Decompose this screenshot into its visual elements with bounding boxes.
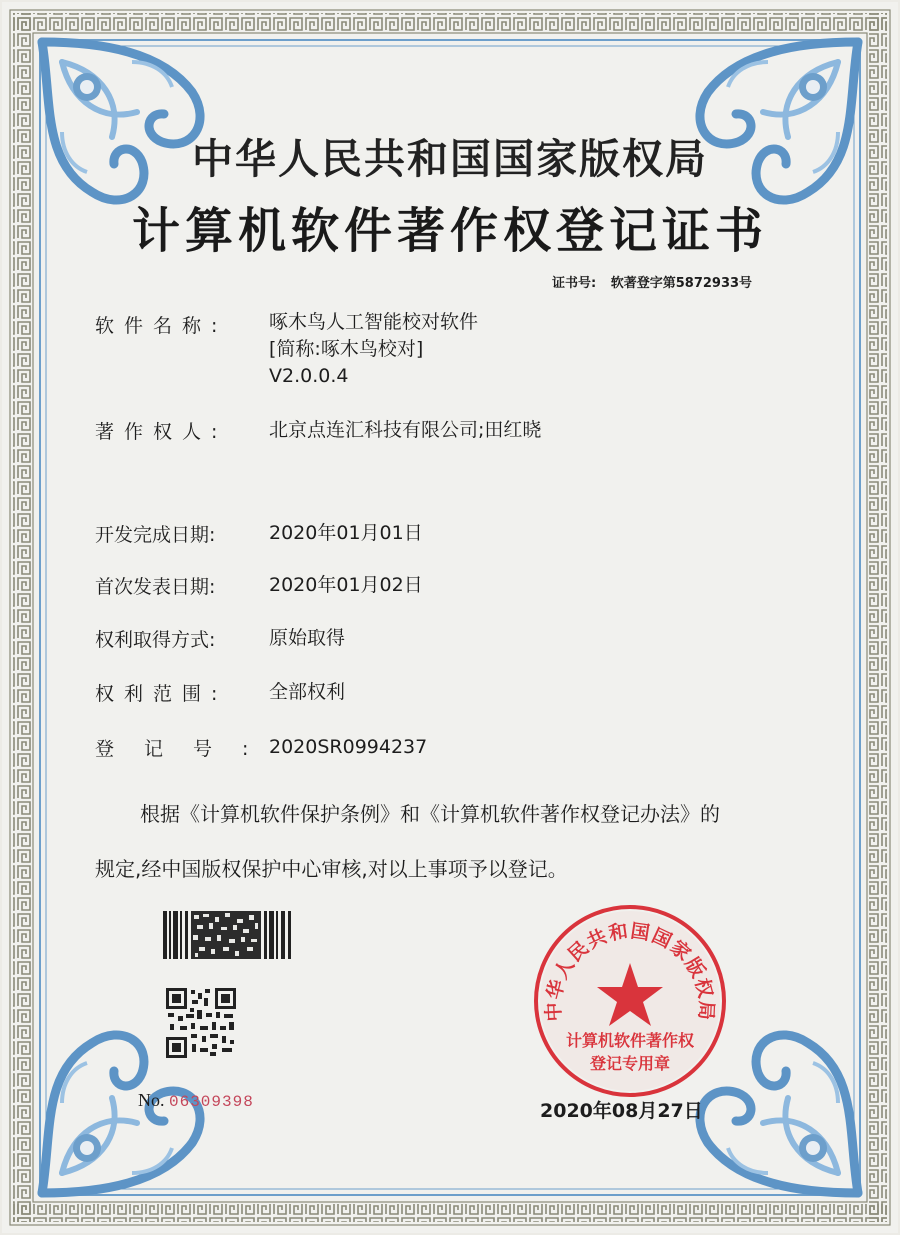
certificate-title: 计算机软件著作权登记证书 xyxy=(131,203,768,259)
statement-line-1: 根据《计算机软件保护条例》和《计算机软件著作权登记办法》的 xyxy=(140,802,720,826)
rights-scope-label: 权利范围: xyxy=(95,683,228,705)
completion-date-label: 开发完成日期: xyxy=(95,524,216,546)
barcode-image xyxy=(163,911,293,959)
copyright-owner-label: 著作权人: xyxy=(95,421,228,443)
certificate-number-value: 软著登字第5872933号 xyxy=(610,276,753,291)
seal-line-2: 登记专用章 xyxy=(589,1054,671,1073)
completion-date-value: 2020年01月01日 xyxy=(269,522,423,544)
serial-prefix: No. xyxy=(138,1090,165,1110)
certificate-number xyxy=(552,272,752,291)
seal-arc-text-path: 中华人民共和国国家版权局 xyxy=(542,920,718,1022)
registration-no-value: 2020SR0994237 xyxy=(269,736,428,758)
software-name-label: 软件名称: xyxy=(95,315,228,337)
software-name-line: 啄木鸟人工智能校对软件 xyxy=(269,311,479,333)
software-name-value xyxy=(269,309,478,390)
seal-line-1: 计算机软件著作权 xyxy=(565,1031,695,1050)
copyright-owner-value: 北京点连汇科技有限公司;田红晓 xyxy=(269,419,542,441)
rights-scope-value: 全部权利 xyxy=(269,681,346,703)
acquisition-method-label: 权利取得方式: xyxy=(95,629,216,651)
serial-number xyxy=(138,1090,254,1111)
first-publish-date-label: 首次发表日期: xyxy=(95,576,216,598)
serial-number-value: 06309398 xyxy=(169,1093,254,1111)
registration-no-label: 登记号: xyxy=(95,738,279,760)
acquisition-method-value: 原始取得 xyxy=(269,627,346,649)
official-seal xyxy=(532,903,728,1099)
software-name-line: V2.0.0.4 xyxy=(269,365,349,387)
qr-code-image xyxy=(166,988,236,1058)
issue-date: 2020年08月27日 xyxy=(540,1100,703,1122)
issuing-authority: 中华人民共和国国家版权局 xyxy=(192,135,708,183)
software-name-line: [简称:啄木鸟校对] xyxy=(269,338,424,360)
statement-line-2: 规定,经中国版权保护中心审核,对以上事项予以登记。 xyxy=(95,857,568,881)
certificate-number-label: 证书号: xyxy=(552,276,597,291)
first-publish-date-value: 2020年01月02日 xyxy=(269,574,423,596)
